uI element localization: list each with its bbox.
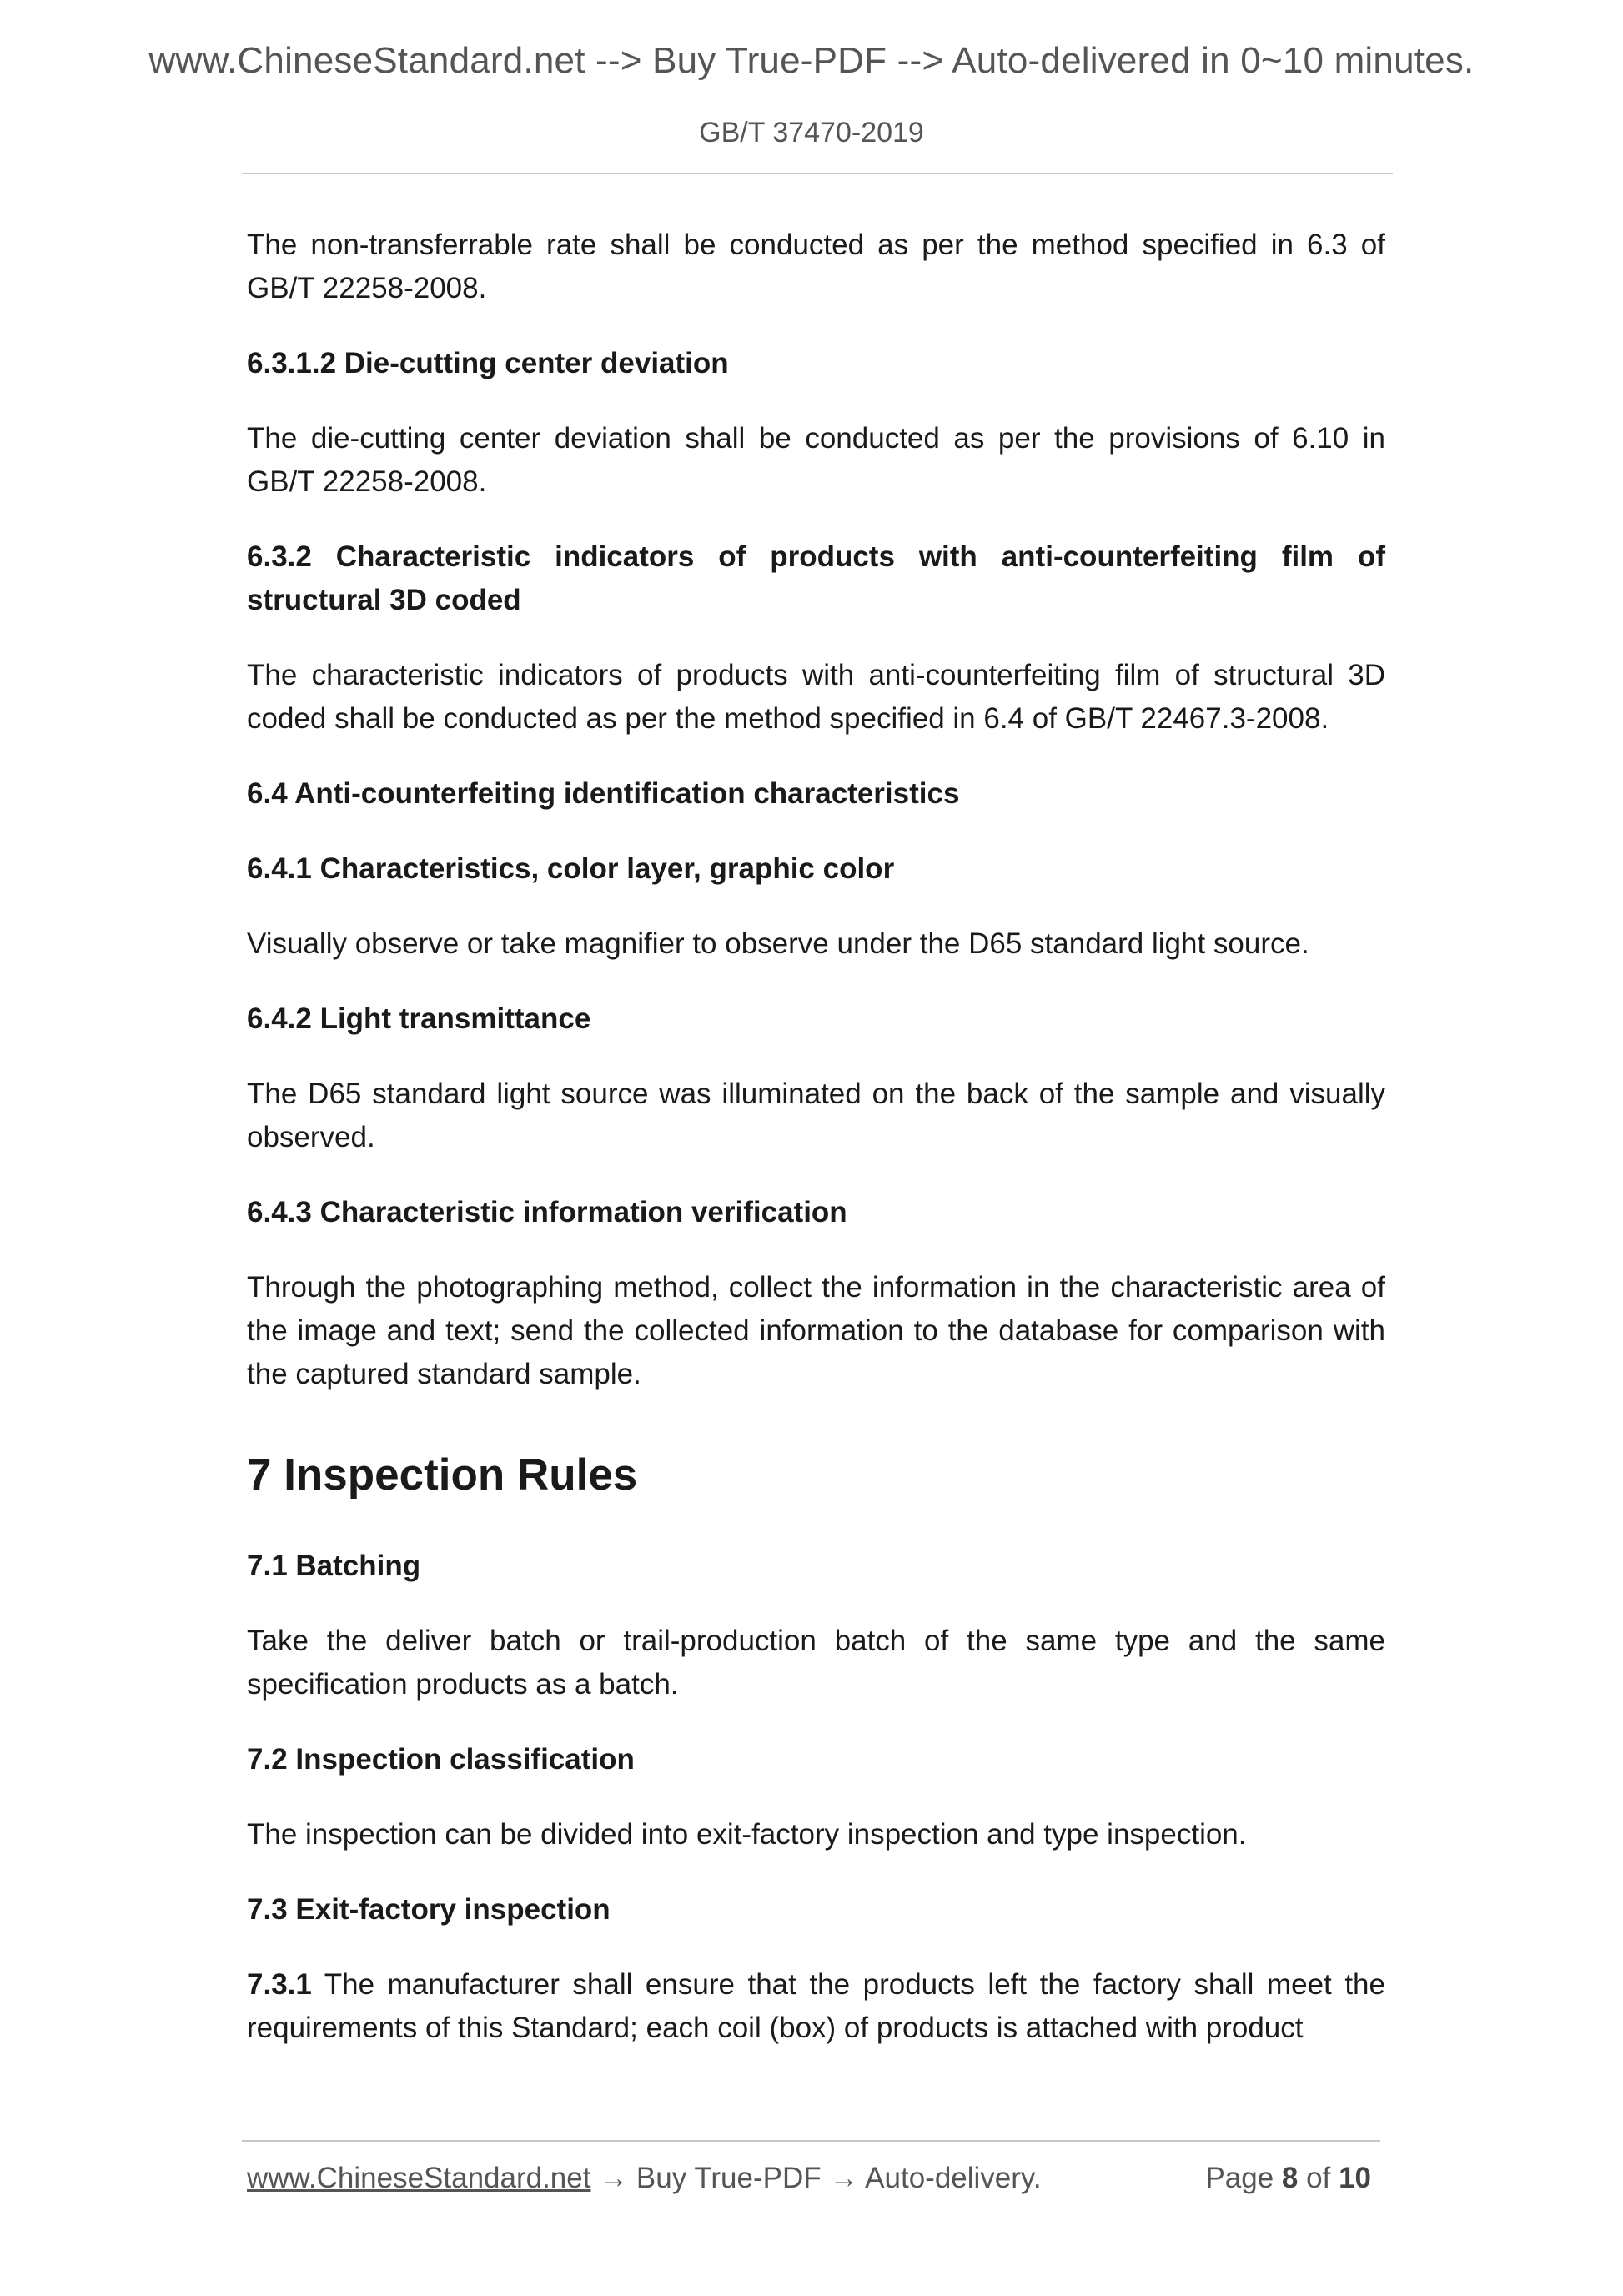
chapter-heading-7: 7 Inspection Rules <box>247 1450 638 1500</box>
section-heading-6-4-3: 6.4.3 Characteristic information verification <box>247 1196 847 1228</box>
clause-text: The manufacturer shall ensure that the products left the factory shall meet the requirements of this Standard; each coil (box) of products is attached with product <box>247 1968 1385 2044</box>
document-code: GB/T 37470-2019 <box>699 117 924 148</box>
section-heading-7-2: 7.2 Inspection classification <box>247 1743 635 1776</box>
footer-divider <box>242 2140 1380 2142</box>
header-divider <box>242 173 1393 174</box>
paragraph: The die-cutting center deviation shall be conducted as per the provisions of 6.10 in GB/T 22258-2008. <box>247 422 1385 498</box>
paragraph: The inspection can be divided into exit-factory inspection and type inspection. <box>247 1818 1247 1851</box>
total-pages: 10 <box>1339 2162 1371 2194</box>
section-heading-7-1: 7.1 Batching <box>247 1550 421 1582</box>
paragraph: Through the photographing method, collect the information in the characteristic area of the image and text; send the collected information to the database for comparison with the captured standard sample. <box>247 1271 1385 1390</box>
paragraph <box>247 1963 1385 2050</box>
paragraph: The characteristic indicators of products with anti-counterfeiting film of structural 3D coded shall be conducted as per the method specified in 6.4 of GB/T 22467.3-2008. <box>247 659 1385 735</box>
footer-site-link[interactable]: www.ChineseStandard.net <box>247 2162 591 2194</box>
site-banner: www.ChineseStandard.net --> Buy True-PDF --> Auto-delivered in 0~10 minutes. <box>148 40 1475 81</box>
document-body <box>247 224 1385 2082</box>
of-label: of <box>1306 2162 1331 2194</box>
paragraph: Visually observe or take magnifier to observe under the D65 standard light source. <box>247 927 1309 960</box>
page-footer <box>247 2162 1381 2195</box>
current-page: 8 <box>1281 2162 1299 2194</box>
paragraph: The non-transferrable rate shall be conducted as per the method specified in 6.3 of GB/T 22258-2008. <box>247 229 1385 304</box>
section-heading-6-3-1-2: 6.3.1.2 Die-cutting center deviation <box>247 347 729 379</box>
footer-tagline: → Buy True-PDF → Auto-delivery. <box>590 2162 1042 2194</box>
paragraph: Take the deliver batch or trail-production batch of the same type and the same specification products as a batch. <box>247 1625 1385 1701</box>
paragraph: The D65 standard light source was illuminated on the back of the sample and visually observed. <box>247 1078 1385 1153</box>
section-heading-6-3-2: 6.3.2 Characteristic indicators of products with anti-counterfeiting film of structural 3D coded <box>247 540 1385 616</box>
section-heading-6-4: 6.4 Anti-counterfeiting identification characteristics <box>247 777 960 810</box>
section-heading-6-4-1: 6.4.1 Characteristics, color layer, graphic color <box>247 852 895 885</box>
page-indicator <box>1205 2162 1371 2195</box>
section-heading-6-4-2: 6.4.2 Light transmittance <box>247 1002 591 1035</box>
clause-number: 7.3.1 <box>247 1968 312 2001</box>
section-heading-7-3: 7.3 Exit-factory inspection <box>247 1893 611 1926</box>
page-label: Page <box>1205 2162 1274 2194</box>
